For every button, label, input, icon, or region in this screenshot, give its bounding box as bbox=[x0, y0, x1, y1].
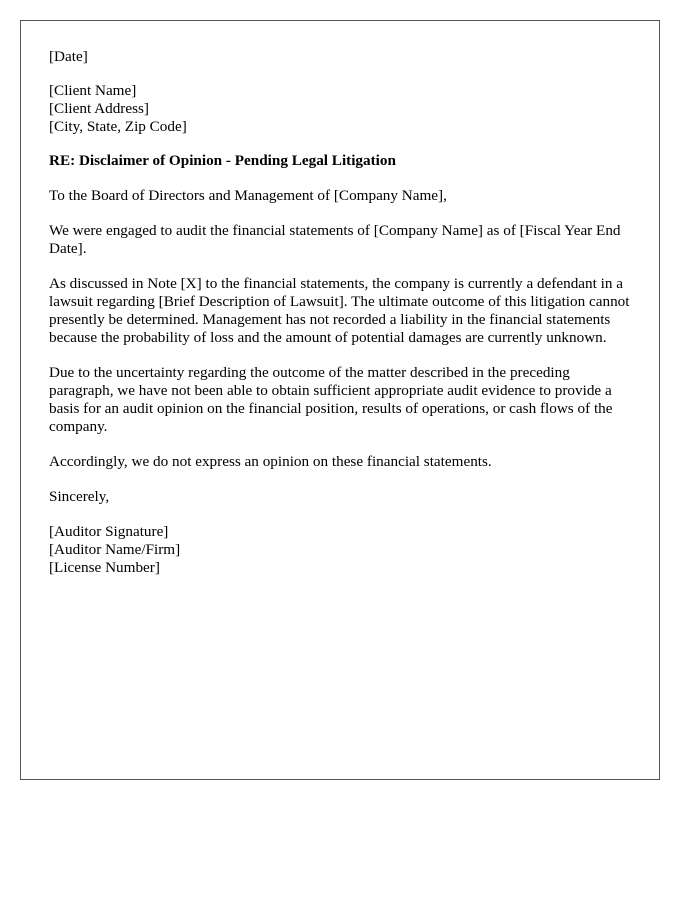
paragraph-engagement: We were engaged to audit the financial statements of [Company Name] as of [Fiscal Year End Date]. bbox=[49, 222, 621, 257]
closing: Sincerely, bbox=[49, 488, 110, 505]
subject-line: RE: Disclaimer of Opinion - Pending Legal Litigation bbox=[49, 152, 396, 169]
paragraph-disclaimer: Accordingly, we do not express an opinion on these financial statements. bbox=[49, 453, 492, 470]
date-block bbox=[49, 48, 631, 66]
auditor-signature: [Auditor Signature] bbox=[49, 523, 169, 540]
recipient-city-state-zip: [City, State, Zip Code] bbox=[49, 118, 187, 135]
letter-page bbox=[20, 20, 660, 780]
paragraph-uncertainty: Due to the uncertainty regarding the outcome of the matter described in the preceding paragraph, we have not been able to obtain sufficient appropriate audit evidence to provide a basis for an audit opinion on the financial position, results of operations, or cash flows of the company. bbox=[49, 364, 613, 435]
letter-date: [Date] bbox=[49, 48, 88, 65]
recipient-block bbox=[49, 82, 631, 136]
recipient-name: [Client Name] bbox=[49, 82, 137, 99]
auditor-name-firm: [Auditor Name/Firm] bbox=[49, 541, 181, 558]
license-number: [License Number] bbox=[49, 559, 160, 576]
paragraph-litigation: As discussed in Note [X] to the financial statements, the company is currently a defendant in a lawsuit regarding [Brief Description of Lawsuit]. The ultimate outcome of this litigation cannot presently be determined. Management has not recorded a liability in the financial statements because the probability of loss and the amount of potential damages are currently unknown. bbox=[49, 275, 630, 346]
salutation: To the Board of Directors and Management of [Company Name], bbox=[49, 187, 447, 204]
signature-block bbox=[49, 523, 631, 577]
recipient-address: [Client Address] bbox=[49, 100, 149, 117]
